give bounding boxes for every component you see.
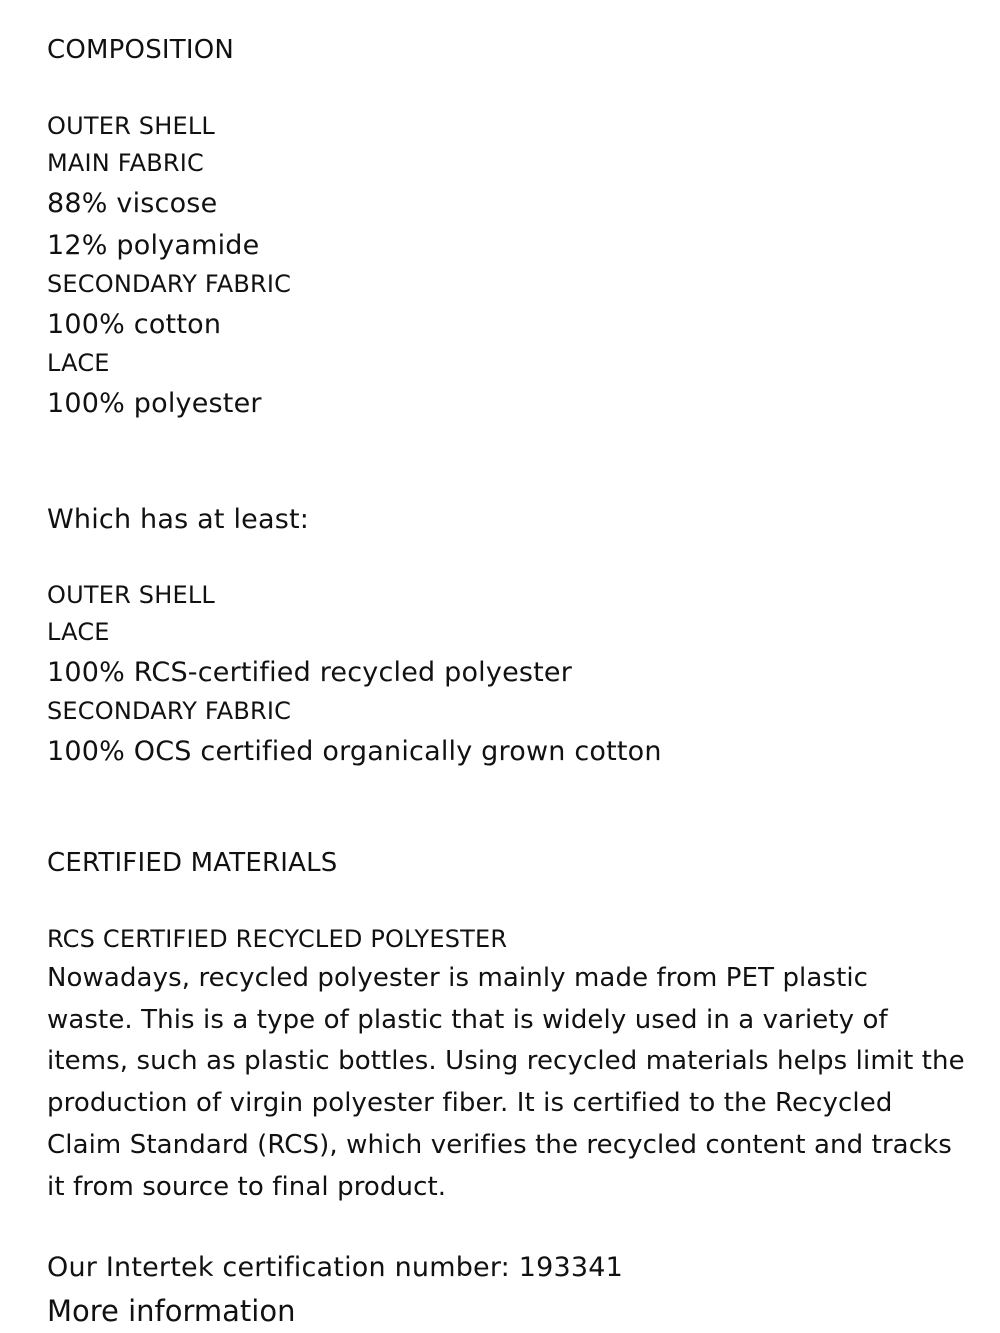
certification-number: Our Intertek certification number: 193341: [47, 1252, 624, 1283]
at-least-secondary-fabric-item: 100% OCS certified organically grown cotton: [47, 736, 662, 767]
at-least-secondary-fabric-label: SECONDARY FABRIC: [47, 697, 292, 725]
rcs-description-line: Nowadays, recycled polyester is mainly made from PET plastic: [47, 963, 869, 993]
secondary-fabric-item: 100% cotton: [47, 309, 222, 340]
rcs-title: RCS CERTIFIED RECYCLED POLYESTER: [47, 925, 508, 953]
rcs-description-line: waste. This is a type of plastic that is widely used in a variety of: [47, 1004, 888, 1035]
rcs-description-line: items, such as plastic bottles. Using recycled materials helps limit the: [47, 1046, 965, 1077]
main-fabric-item: 12% polyamide: [47, 230, 260, 261]
certified-materials-title: CERTIFIED MATERIALS: [47, 848, 338, 878]
at-least-intro: Which has at least:: [47, 504, 310, 535]
main-fabric-item: 88% viscose: [47, 188, 218, 219]
secondary-fabric-label: SECONDARY FABRIC: [47, 270, 292, 298]
main-fabric-label: MAIN FABRIC: [47, 149, 204, 177]
at-least-outer-shell-label: OUTER SHELL: [47, 581, 215, 609]
rcs-description-line: Claim Standard (RCS), which verifies the recycled content and tracks: [47, 1129, 952, 1160]
lace-label: LACE: [47, 349, 110, 377]
rcs-description: [47, 958, 967, 1208]
composition-title: COMPOSITION: [47, 35, 235, 65]
rcs-description-line: it from source to final product.: [47, 1171, 447, 1202]
at-least-lace-item: 100% RCS-certified recycled polyester: [47, 657, 573, 688]
rcs-description-line: production of virgin polyester fiber. It is certified to the Recycled: [47, 1088, 893, 1119]
at-least-lace-label: LACE: [47, 618, 110, 646]
lace-item: 100% polyester: [47, 388, 262, 419]
more-information-link[interactable]: More information: [47, 1294, 296, 1328]
outer-shell-label: OUTER SHELL: [47, 112, 215, 140]
